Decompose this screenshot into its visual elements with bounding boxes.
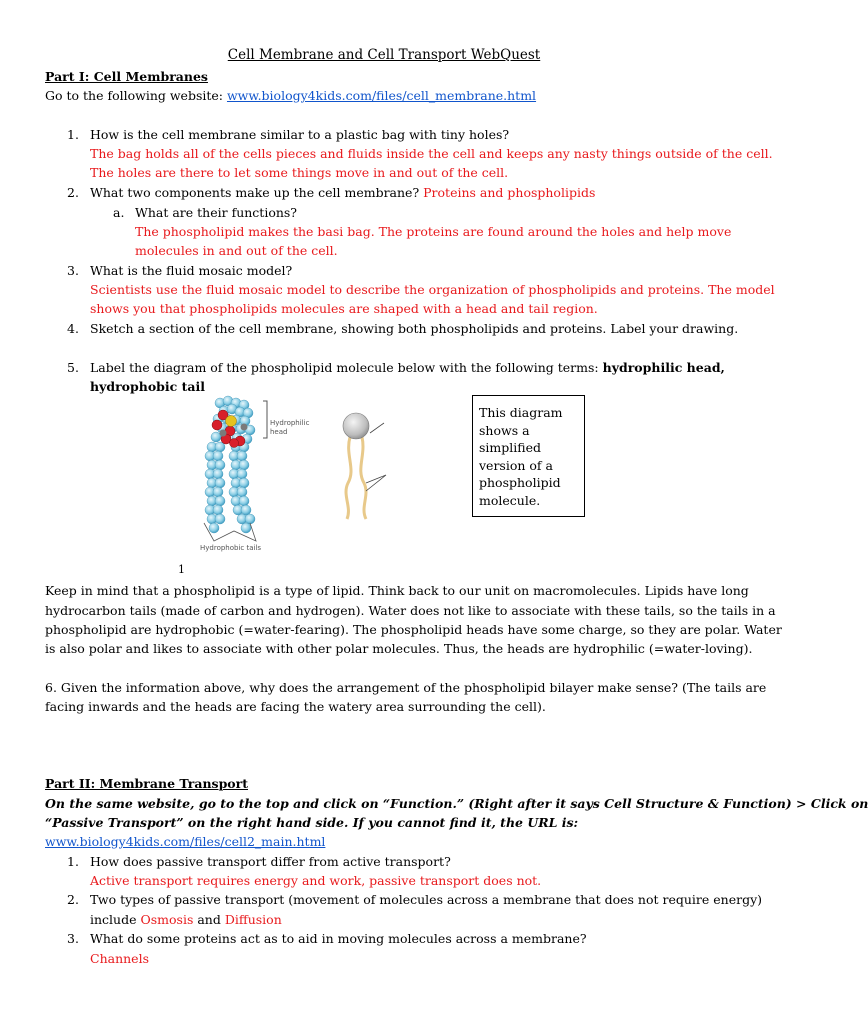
q4-text: Sketch a section of the cell membrane, showing both phospholipids and proteins. Label your drawing. — [90, 321, 739, 336]
para-line-2: hydrocarbon tails (made of carbon and hydrogen). Water does not like to associate with these tails, so the tails in a — [45, 603, 776, 618]
q5-line — [90, 358, 725, 377]
q5-number: 5. — [67, 360, 79, 375]
para-line-3: phospholipid are hydrophobic (=water-fearing). The phospholipid heads have some charge, so they are polar. Water — [45, 622, 782, 637]
p2-q2-answer-line — [90, 910, 282, 929]
q2-line — [90, 183, 595, 202]
phospholipid-diagram — [190, 395, 460, 560]
label-hydrophilic-head-2: head — [270, 428, 288, 436]
p2-q3-text: What do some proteins act as to aid in moving molecules across a membrane? — [90, 931, 587, 946]
p2-q2-number: 2. — [67, 892, 79, 907]
q1-answer-line2: The holes are there to let some things move in and out of the cell. — [90, 165, 509, 180]
p2-q2-text: Two types of passive transport (movement of molecules across a membrane that does not require energy) — [90, 892, 763, 907]
p2-q1-number: 1. — [67, 854, 79, 869]
diagram-callout-box: This diagram shows a simplified version of a phospholipid molecule. — [472, 395, 585, 517]
para-line-1: Keep in mind that a phospholipid is a type of lipid. Think back to our unit on macromolecules. Lipids have long — [45, 583, 749, 598]
q1-text: How is the cell membrane similar to a plastic bag with tiny holes? — [90, 127, 510, 142]
goto-text: Go to the following website: — [45, 88, 227, 103]
q3-answer-line2: shows you that phospholipids molecules are shaped with a head and tail region. — [90, 301, 598, 316]
q5-term-head: hydrophilic head, — [602, 360, 725, 375]
p2-q1-answer: Active transport requires energy and work, passive transport does not. — [90, 873, 542, 888]
q2-answer: Proteins and phospholipids — [423, 185, 596, 200]
q5-text: Label the diagram of the phospholipid molecule below with the following terms: — [90, 360, 603, 375]
diagram-footnote: 1 — [178, 563, 185, 576]
part1-goto — [45, 86, 536, 105]
page-title: Cell Membrane and Cell Transport WebQuest — [227, 47, 541, 63]
p2-q2-and: and — [193, 912, 225, 927]
para-line-4: is also polar and likes to associate with other polar molecules. Thus, the heads are hydrophilic (=water-loving). — [45, 641, 753, 656]
q1-answer-line1: The bag holds all of the cells pieces and fluids inside the cell and keeps any nasty things outside of the cell. — [90, 146, 773, 161]
q2a-answer-line1: The phospholipid makes the basi bag. The proteins are found around the holes and help move — [135, 224, 732, 239]
part1-url-link[interactable]: www.biology4kids.com/files/cell_membrane.html — [226, 88, 537, 103]
q1-number: 1. — [67, 127, 79, 142]
q3-answer-line1: Scientists use the fluid mosaic model to describe the organization of phospholipids and proteins. The model — [90, 282, 775, 297]
q3-number: 3. — [67, 263, 79, 278]
p2-q1-text: How does passive transport differ from active transport? — [90, 854, 451, 869]
q6-line1: 6. Given the information above, why does the arrangement of the phospholipid bilayer make sense? (The tails are — [45, 680, 767, 695]
p2-q2-answer-diffusion: Diffusion — [224, 912, 282, 927]
q2a-text: What are their functions? — [135, 205, 298, 220]
q5-term-tail: hydrophobic tail — [90, 379, 206, 394]
q2-text: What two components make up the cell membrane? — [90, 185, 424, 200]
q4-number: 4. — [67, 321, 79, 336]
part2-heading: Part II: Membrane Transport — [45, 776, 249, 791]
p2-q3-number: 3. — [67, 931, 79, 946]
part1-heading: Part I: Cell Membranes — [45, 69, 208, 84]
p2-q2-answer-osmosis: Osmosis — [140, 912, 194, 927]
part2-url-link[interactable]: www.biology4kids.com/files/cell2_main.html — [45, 834, 326, 849]
label-hydrophilic-head-1: Hydrophilic — [270, 419, 310, 427]
label-hydrophobic-tails: Hydrophobic tails — [200, 544, 262, 552]
q3-text: What is the fluid mosaic model? — [90, 263, 293, 278]
q6-line2: facing inwards and the heads are facing the watery area surrounding the cell). — [45, 699, 546, 714]
p2-q2-include: include — [90, 912, 141, 927]
q2a-letter: a. — [113, 205, 125, 220]
q2-number: 2. — [67, 185, 79, 200]
part2-instruction-line1: On the same website, go to the top and click on “Function.” (Right after it says Cell Structure & Function) > Click on — [45, 796, 868, 811]
p2-q3-answer: Channels — [90, 951, 149, 966]
part2-instruction-line2: “Passive Transport” on the right hand side. If you cannot find it, the URL is: — [45, 815, 579, 830]
q2a-answer-line2: molecules in and out of the cell. — [135, 243, 338, 258]
simplified-phospholipid — [343, 413, 386, 519]
space-filling-model — [205, 396, 255, 533]
